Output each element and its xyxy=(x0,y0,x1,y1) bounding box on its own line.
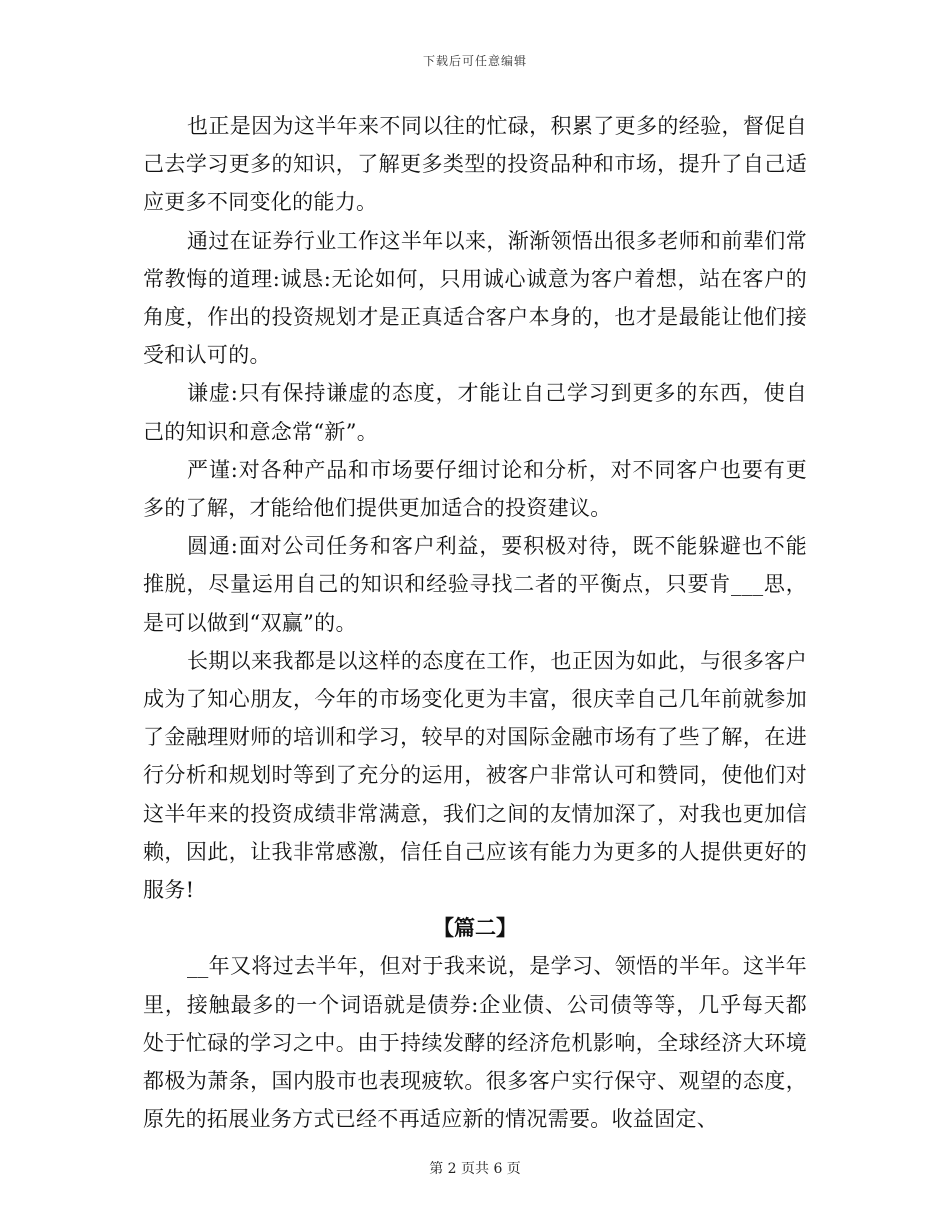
paragraph-2: 通过在证券行业工作这半年以来，渐渐领悟出很多老师和前辈们常常教悔的道理:诚恳:无论如何，只用诚心诚意为客户着想，站在客户的角度，作出的投资规划才是正真适合客户本身的，也才是最能让他们接受和认可的。 xyxy=(143,228,807,368)
paragraph-4: 严谨:对各种产品和市场要仔细讨论和分析，对不同客户也要有更多的了解，才能给他们提供更加适合的投资建议。 xyxy=(143,457,807,521)
paragraph-1: 也正是因为这半年来不同以往的忙碌，积累了更多的经验，督促自己去学习更多的知识，了解更多类型的投资品种和市场，提升了自己适应更多不同变化的能力。 xyxy=(143,114,807,215)
page-footer: 第 2 页共 6 页 xyxy=(429,1161,521,1177)
paragraph-7: __年又将过去半年，但对于我来说，是学习、领悟的半年。这半年里，接触最多的一个词语就是债券:企业债、公司债等等，几乎每天都处于忙碌的学习之中。由于持续发酵的经济危机影响，全球经济大环境都极为萧条，国内股市也表现疲软。很多客户实行保守、观望的态度，原先的拓展业务方式已经不再适应新的情况需要。收益固定、 xyxy=(143,954,807,1132)
paragraph-3: 谦虚:只有保持谦虚的态度，才能让自己学习到更多的东西，使自己的知识和意念常“新”。 xyxy=(143,381,807,444)
section-heading: 【篇二】 xyxy=(433,915,517,941)
paragraph-6: 长期以来我都是以这样的态度在工作，也正因为如此，与很多客户成为了知心朋友，今年的市场变化更为丰富，很庆幸自己几年前就参加了金融理财师的培训和学习，较早的对国际金融市场有了些了解，在进行分析和规划时等到了充分的运用，被客户非常认可和赞同，使他们对这半年来的投资成绩非常满意，我们之间的友情加深了，对我也更加信赖，因此，让我非常感激，信任自己应该有能力为更多的人提供更好的服务! xyxy=(143,648,807,903)
document-body xyxy=(143,107,807,1138)
paragraph-5: 圆通:面对公司任务和客户利益，要积极对待，既不能躲避也不能推脱，尽量运用自己的知识和经验寻找二者的平衡点，只要肯___思，是可以做到“双赢”的。 xyxy=(143,534,807,635)
page-header: 下载后可任意编辑 xyxy=(422,54,527,68)
